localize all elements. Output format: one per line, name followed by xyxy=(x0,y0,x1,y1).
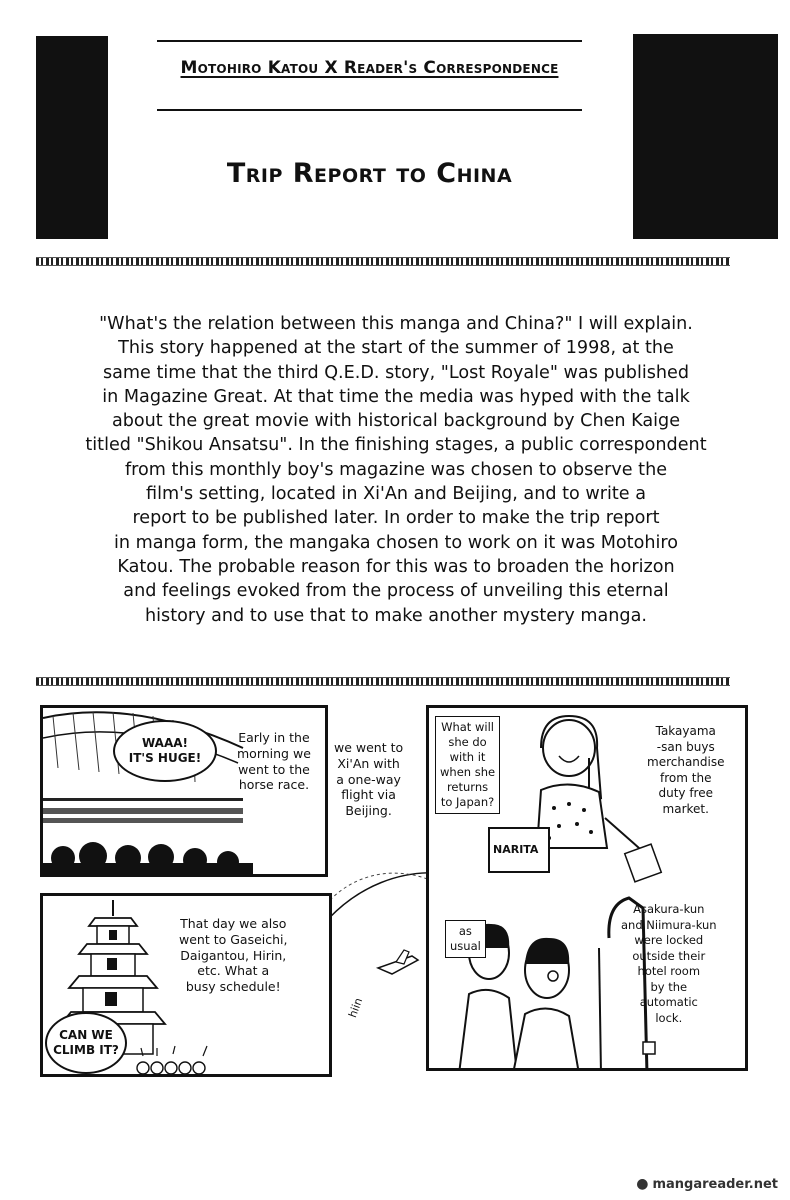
caption-line: What will xyxy=(441,720,494,734)
caption-line: flight via xyxy=(341,787,396,803)
article-line: in Magazine Great. At that time the media was hyped with the talk xyxy=(102,386,690,407)
article-line: This story happened at the start of the summer of 1998, at the xyxy=(118,338,674,359)
caption-line: went to the xyxy=(238,761,310,777)
article-line: "What's the relation between this manga and China?" I will explain. xyxy=(99,314,693,334)
speech-bubble xyxy=(113,720,217,782)
caption-line: -san buys xyxy=(656,739,715,754)
caption-line: hotel room xyxy=(637,964,701,978)
caption-line: when she xyxy=(440,765,496,779)
panel-caption xyxy=(647,724,725,817)
article-line: same time that the third Q.E.D. story, "Lost Royale" was published xyxy=(102,362,690,383)
article-line: film's setting, located in Xi'An and Beijing, and to write a xyxy=(146,484,646,505)
as-usual-box xyxy=(445,920,486,958)
caption-line: returns xyxy=(446,780,489,794)
article-line: and feelings evoked from the process of unveiling this eternal xyxy=(123,581,669,602)
watermark-text: mangareader.net xyxy=(652,1176,778,1192)
article-line: report to be published later. In order to make the trip report xyxy=(132,508,660,529)
panel-caption xyxy=(237,730,311,793)
caption-line: outside their xyxy=(632,948,706,963)
question-box xyxy=(435,716,500,814)
caption-line: by the xyxy=(650,979,688,994)
caption-line: Takayama xyxy=(655,724,716,738)
caption-line: That day we also xyxy=(180,916,287,931)
caption-line: Asakura-kun xyxy=(633,902,705,916)
caption-line: busy schedule! xyxy=(185,979,281,995)
article-line: titled "Shikou Ansatsu". In the finishing stages, a public correspondent xyxy=(85,435,707,456)
caption-line: lock. xyxy=(655,1010,683,1025)
sfx-text: hiin xyxy=(346,996,366,1020)
watermark xyxy=(636,1176,778,1192)
caption-line: as xyxy=(458,924,472,938)
caption-line: duty free xyxy=(658,786,713,800)
caption-line: we went to xyxy=(334,740,404,755)
caption-line: Beijing. xyxy=(345,803,392,819)
caption-line: were locked xyxy=(634,933,704,947)
article-line: Katou. The probable reason for this was to broaden the horizon xyxy=(117,556,675,577)
comic-panel-right xyxy=(426,705,748,1071)
bubble-line: WAAA! xyxy=(141,736,188,750)
speech-bubble xyxy=(45,1012,127,1074)
caption-line: and Niimura-kun xyxy=(621,917,717,932)
caption-line: a one-way xyxy=(336,771,401,787)
comic-panel-stadium xyxy=(40,705,328,877)
caption-line: morning we xyxy=(237,745,311,761)
caption-line: with it xyxy=(449,750,486,764)
caption-line: went to Gaseichi, xyxy=(179,931,288,947)
article-line: about the great movie with historical background by Chen Kaige xyxy=(111,411,681,432)
caption-line: she do xyxy=(448,735,487,749)
bag-label: NARITA xyxy=(493,843,539,856)
caption-line: from the xyxy=(660,770,712,785)
caption-line: Early in the xyxy=(238,730,310,745)
flight-caption xyxy=(334,740,403,819)
caption-line: usual xyxy=(450,939,481,953)
caption-line: merchandise xyxy=(647,755,725,769)
caption-line: Xi'An with xyxy=(337,755,400,771)
bubble-line: IT'S HUGE! xyxy=(128,751,202,765)
mascot-logo-icon: ● xyxy=(636,1176,649,1192)
caption-line: market. xyxy=(662,801,709,816)
caption-line: etc. What a xyxy=(197,963,270,979)
page-title: Trip Report to China xyxy=(226,158,513,189)
caption-line: automatic xyxy=(639,995,698,1009)
airplane-icon xyxy=(378,950,418,974)
series-title: Motohiro Katou X Reader's Correspondence xyxy=(180,58,559,78)
article-line: in manga form, the mangaka chosen to work on it was Motohiro xyxy=(113,532,678,553)
comic-panel-pagoda xyxy=(40,893,332,1077)
bubble-line: CLIMB IT? xyxy=(53,1043,119,1057)
article-line: from this monthly boy's magazine was chosen to observe the xyxy=(124,459,668,480)
bubble-line: CAN WE xyxy=(59,1028,113,1042)
door-lock-icon xyxy=(643,1042,655,1054)
caption-line: horse race. xyxy=(238,777,310,793)
caption-line: Daigantou, Hirin, xyxy=(180,947,287,963)
caption-line: to Japan? xyxy=(440,795,495,809)
panel-caption xyxy=(621,902,717,1026)
panel-caption xyxy=(179,916,288,995)
article-line: history and to use that to make another mystery manga. xyxy=(145,605,647,626)
